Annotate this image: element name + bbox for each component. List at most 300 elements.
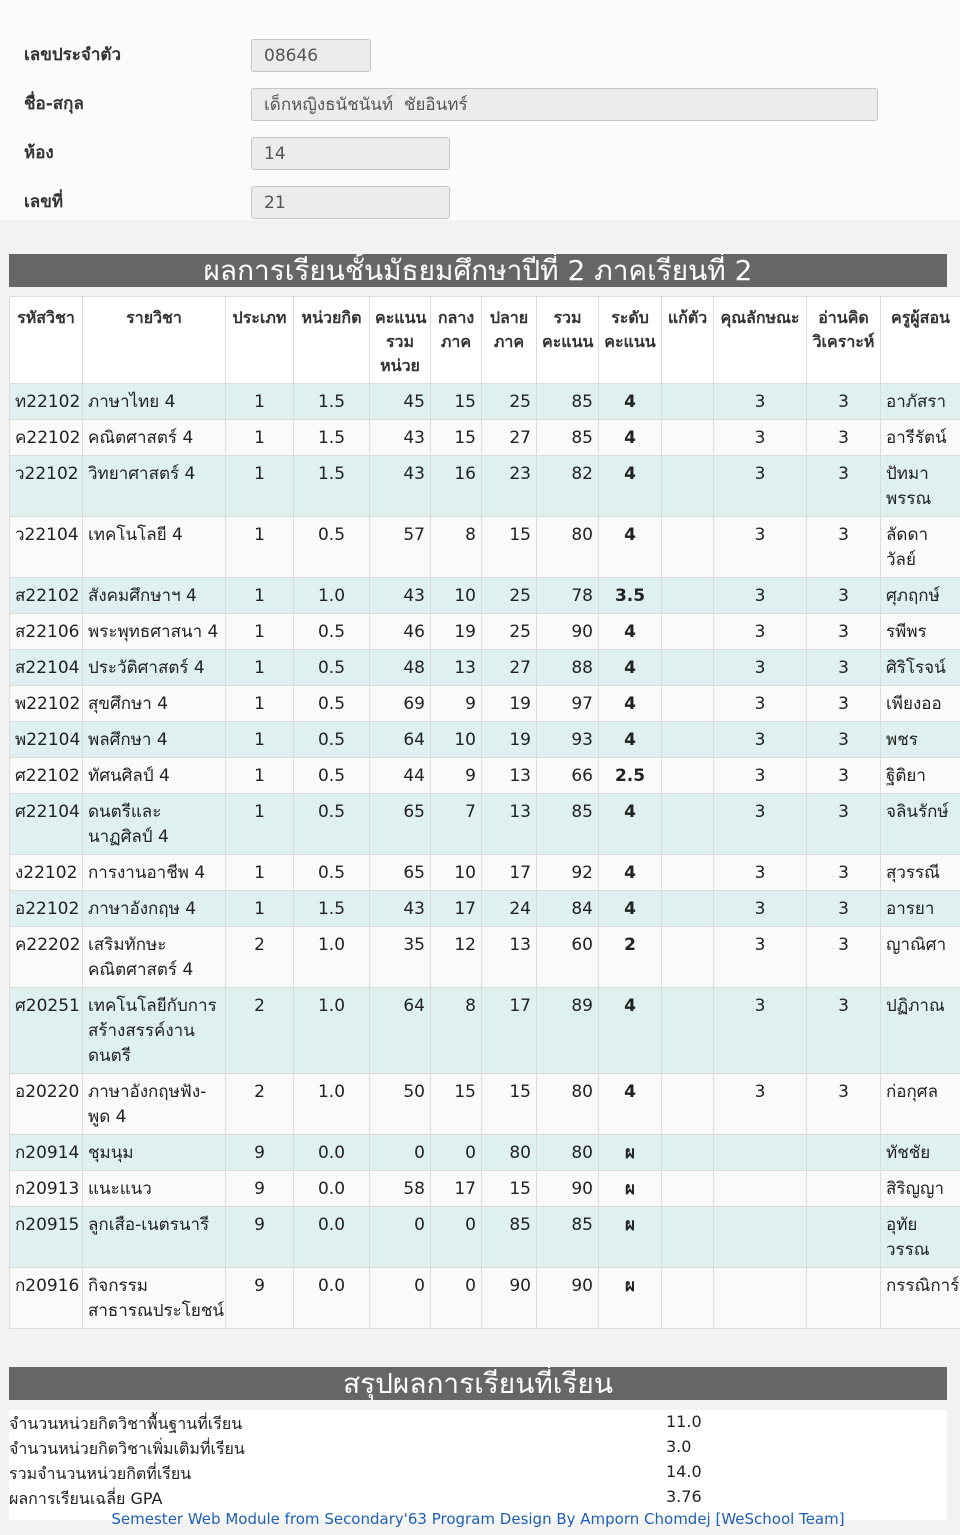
cell-type: 1 [226,794,294,855]
cell-unit-score: 64 [370,988,431,1074]
table-row [10,517,960,578]
cell-grade-level: 4 [599,456,662,517]
table-row [10,578,960,614]
cell-credits: 1.0 [294,1074,370,1135]
cell-type: 1 [226,384,294,420]
cell-final: 15 [482,1074,537,1135]
table-row [10,1135,960,1171]
cell-credits: 0.5 [294,650,370,686]
table-row [10,384,960,420]
grades-table-body [10,384,960,1329]
cell-subject-code: อ22102 [10,891,83,927]
cell-characteristics: 3 [714,988,807,1074]
cell-grade-level: 4 [599,855,662,891]
cell-teacher: ญาณิศา [881,927,960,988]
summary-label: จำนวนหน่วยกิตวิชาเพิ่มเติมที่เรียน [9,1439,245,1458]
cell-remedial [662,794,714,855]
cell-characteristics: 3 [714,456,807,517]
cell-subject-name: แนะแนว [83,1171,226,1207]
cell-midterm: 10 [431,855,482,891]
seat-number-row [0,186,960,226]
cell-final: 15 [482,1171,537,1207]
cell-unit-score: 43 [370,420,431,456]
cell-credits: 0.0 [294,1171,370,1207]
cell-remedial [662,1074,714,1135]
cell-subject-code: ส22106 [10,614,83,650]
cell-midterm: 15 [431,420,482,456]
cell-characteristics [714,1207,807,1268]
cell-unit-score: 65 [370,794,431,855]
cell-grade-level: 4 [599,891,662,927]
cell-subject-code: พ22102 [10,686,83,722]
cell-grade-level: ผ [599,1268,662,1329]
cell-unit-score: 43 [370,456,431,517]
student-name-input[interactable] [251,88,878,121]
cell-subject-name: เทคโนโลยี 4 [83,517,226,578]
cell-type: 1 [226,420,294,456]
cell-remedial [662,1171,714,1207]
table-row [10,794,960,855]
header-unit-score: คะแนนรวมหน่วย [370,297,431,384]
cell-analytical-reading [807,1135,881,1171]
cell-type: 1 [226,578,294,614]
cell-subject-name: พลศึกษา 4 [83,722,226,758]
cell-credits: 1.0 [294,927,370,988]
cell-teacher: ก่อกุศล [881,1074,960,1135]
table-row [10,456,960,517]
table-row [10,758,960,794]
seat-number-input[interactable] [251,186,450,219]
cell-total-score: 78 [537,578,599,614]
summary-value: 3.76 [666,1487,702,1506]
cell-credits: 1.5 [294,384,370,420]
table-row [10,686,960,722]
header-analytical-reading: อ่านคิดวิเคราะห์ [807,297,881,384]
cell-remedial [662,927,714,988]
summary-value: 11.0 [666,1412,702,1431]
cell-analytical-reading: 3 [807,686,881,722]
cell-characteristics [714,1135,807,1171]
cell-final: 19 [482,686,537,722]
cell-subject-code: ศ20251 [10,988,83,1074]
cell-subject-name: วิทยาศาสตร์ 4 [83,456,226,517]
cell-grade-level: 4 [599,1074,662,1135]
cell-analytical-reading: 3 [807,650,881,686]
cell-type: 2 [226,927,294,988]
cell-teacher: อารยา [881,891,960,927]
cell-subject-name: ภาษาอังกฤษ 4 [83,891,226,927]
cell-midterm: 10 [431,578,482,614]
cell-total-score: 85 [537,794,599,855]
cell-teacher: สุวรรณี [881,855,960,891]
cell-teacher: รพีพร [881,614,960,650]
summary-label: รวมจำนวนหน่วยกิตที่เรียน [9,1464,192,1483]
cell-type: 1 [226,517,294,578]
cell-final: 25 [482,384,537,420]
cell-teacher: กรรณิการ์ [881,1268,960,1329]
cell-characteristics: 3 [714,891,807,927]
cell-subject-code: ก20914 [10,1135,83,1171]
cell-subject-name: สุขศึกษา 4 [83,686,226,722]
cell-remedial [662,1268,714,1329]
cell-teacher: ศุภฤกษ์ [881,578,960,614]
cell-analytical-reading: 3 [807,420,881,456]
header-teacher: ครูผู้สอน [881,297,960,384]
cell-final: 27 [482,650,537,686]
cell-teacher: จลินรักษ์ [881,794,960,855]
cell-remedial [662,1207,714,1268]
cell-characteristics: 3 [714,384,807,420]
cell-unit-score: 69 [370,686,431,722]
summary-label: จำนวนหน่วยกิตวิชาพื้นฐานที่เรียน [9,1414,243,1433]
header-subject-code: รหัสวิชา [10,297,83,384]
cell-characteristics: 3 [714,722,807,758]
room-label: ห้อง [24,143,54,163]
cell-midterm: 10 [431,722,482,758]
table-row [10,420,960,456]
table-row [10,722,960,758]
cell-grade-level: 4 [599,650,662,686]
cell-unit-score: 64 [370,722,431,758]
cell-subject-name: สังคมศึกษาฯ 4 [83,578,226,614]
cell-final: 90 [482,1268,537,1329]
cell-midterm: 7 [431,794,482,855]
table-row [10,1207,960,1268]
cell-teacher: อุทัยวรรณ [881,1207,960,1268]
cell-subject-name: ชุมนุม [83,1135,226,1171]
cell-teacher: เพียงออ [881,686,960,722]
cell-unit-score: 45 [370,384,431,420]
summary-label: ผลการเรียนเฉลี่ย GPA [9,1489,163,1508]
cell-unit-score: 0 [370,1207,431,1268]
cell-subject-name: ภาษาไทย 4 [83,384,226,420]
cell-grade-level: 3.5 [599,578,662,614]
cell-grade-level: ผ [599,1207,662,1268]
cell-credits: 1.5 [294,456,370,517]
cell-teacher: ศิริโรจน์ [881,650,960,686]
grades-table [9,296,960,1329]
cell-total-score: 66 [537,758,599,794]
cell-remedial [662,650,714,686]
cell-midterm: 9 [431,686,482,722]
table-row [10,891,960,927]
cell-unit-score: 0 [370,1135,431,1171]
cell-remedial [662,891,714,927]
header-grade-level: ระดับคะแนน [599,297,662,384]
cell-subject-code: ศ22102 [10,758,83,794]
cell-grade-level: 2 [599,927,662,988]
cell-analytical-reading: 3 [807,758,881,794]
cell-subject-code: ง22102 [10,855,83,891]
cell-grade-level: 4 [599,420,662,456]
table-row [10,1074,960,1135]
cell-credits: 1.5 [294,891,370,927]
cell-total-score: 80 [537,517,599,578]
cell-grade-level: 4 [599,686,662,722]
cell-total-score: 89 [537,988,599,1074]
cell-teacher: ลัดดาวัลย์ [881,517,960,578]
grades-header-row [10,297,960,384]
cell-final: 85 [482,1207,537,1268]
cell-midterm: 0 [431,1207,482,1268]
cell-teacher: ปฏิภาณ [881,988,960,1074]
table-row [10,1268,960,1329]
cell-analytical-reading: 3 [807,891,881,927]
cell-unit-score: 43 [370,578,431,614]
cell-midterm: 15 [431,1074,482,1135]
cell-midterm: 19 [431,614,482,650]
cell-subject-name: ประวัติศาสตร์ 4 [83,650,226,686]
cell-subject-name: ลูกเสือ-เนตรนารี [83,1207,226,1268]
header-subject-name: รายวิชา [83,297,226,384]
cell-total-score: 84 [537,891,599,927]
cell-teacher: ทัชชัย [881,1135,960,1171]
grades-title-bar: ผลการเรียนชั้นมัธยมศึกษาปีที่ 2 ภาคเรียนที่ 2 [9,254,947,287]
cell-remedial [662,722,714,758]
cell-remedial [662,988,714,1074]
cell-unit-score: 58 [370,1171,431,1207]
summary-row-total-credits [9,1462,947,1487]
cell-teacher: ปัทมาพรรณ [881,456,960,517]
summary-row-extra-credits [9,1437,947,1462]
cell-subject-name: กิจกรรมสาธารณประโยชน์ [83,1268,226,1329]
cell-final: 17 [482,988,537,1074]
cell-total-score: 90 [537,1171,599,1207]
cell-teacher: อาภัสรา [881,384,960,420]
cell-subject-code: ส22102 [10,578,83,614]
cell-subject-name: คณิตศาสตร์ 4 [83,420,226,456]
cell-analytical-reading: 3 [807,1074,881,1135]
cell-remedial [662,758,714,794]
cell-total-score: 80 [537,1135,599,1171]
cell-characteristics [714,1268,807,1329]
student-name-label: ชื่อ-สกุล [24,94,84,114]
cell-subject-code: ก20916 [10,1268,83,1329]
cell-credits: 1.0 [294,988,370,1074]
cell-analytical-reading: 3 [807,384,881,420]
cell-subject-code: ก20915 [10,1207,83,1268]
student-id-label: เลขประจำตัว [24,45,121,65]
cell-analytical-reading: 3 [807,578,881,614]
cell-total-score: 93 [537,722,599,758]
cell-credits: 0.5 [294,794,370,855]
cell-type: 2 [226,988,294,1074]
cell-remedial [662,456,714,517]
cell-total-score: 92 [537,855,599,891]
cell-final: 23 [482,456,537,517]
cell-type: 1 [226,686,294,722]
cell-remedial [662,686,714,722]
cell-unit-score: 0 [370,1268,431,1329]
cell-remedial [662,855,714,891]
cell-subject-code: ว22104 [10,517,83,578]
summary-title-bar: สรุปผลการเรียนที่เรียน [9,1367,947,1400]
cell-final: 13 [482,758,537,794]
cell-unit-score: 65 [370,855,431,891]
cell-grade-level: ผ [599,1171,662,1207]
cell-credits: 0.5 [294,517,370,578]
cell-grade-level: 4 [599,794,662,855]
cell-midterm: 9 [431,758,482,794]
cell-unit-score: 44 [370,758,431,794]
cell-analytical-reading: 3 [807,855,881,891]
cell-unit-score: 35 [370,927,431,988]
cell-type: 1 [226,456,294,517]
cell-remedial [662,517,714,578]
table-row [10,855,960,891]
header-midterm: กลางภาค [431,297,482,384]
cell-type: 1 [226,650,294,686]
cell-subject-name: เทคโนโลยีกับการสร้างสรรค์งานดนตรี [83,988,226,1074]
room-input[interactable] [251,137,450,170]
table-row [10,614,960,650]
cell-total-score: 90 [537,1268,599,1329]
cell-remedial [662,384,714,420]
cell-analytical-reading: 3 [807,722,881,758]
cell-analytical-reading: 3 [807,794,881,855]
cell-type: 1 [226,891,294,927]
cell-type: 9 [226,1135,294,1171]
cell-unit-score: 57 [370,517,431,578]
cell-midterm: 15 [431,384,482,420]
cell-analytical-reading: 3 [807,517,881,578]
cell-characteristics: 3 [714,758,807,794]
cell-analytical-reading [807,1207,881,1268]
cell-total-score: 85 [537,1207,599,1268]
cell-grade-level: 4 [599,614,662,650]
cell-credits: 1.0 [294,578,370,614]
cell-credits: 0.0 [294,1207,370,1268]
cell-grade-level: 4 [599,384,662,420]
cell-credits: 0.5 [294,758,370,794]
cell-unit-score: 46 [370,614,431,650]
cell-subject-code: ว22102 [10,456,83,517]
cell-total-score: 85 [537,384,599,420]
cell-type: 9 [226,1207,294,1268]
cell-final: 27 [482,420,537,456]
cell-characteristics: 3 [714,650,807,686]
cell-midterm: 17 [431,891,482,927]
cell-midterm: 16 [431,456,482,517]
cell-credits: 0.5 [294,614,370,650]
cell-total-score: 97 [537,686,599,722]
cell-midterm: 8 [431,517,482,578]
student-name-row [0,88,960,128]
cell-characteristics: 3 [714,686,807,722]
cell-total-score: 80 [537,1074,599,1135]
cell-total-score: 85 [537,420,599,456]
cell-analytical-reading: 3 [807,456,881,517]
cell-subject-name: การงานอาชีพ 4 [83,855,226,891]
header-total-score: รวมคะแนน [537,297,599,384]
cell-remedial [662,614,714,650]
cell-total-score: 88 [537,650,599,686]
table-row [10,927,960,988]
cell-subject-code: ค22202 [10,927,83,988]
cell-subject-code: ก20913 [10,1171,83,1207]
cell-midterm: 17 [431,1171,482,1207]
table-row [10,1171,960,1207]
cell-characteristics: 3 [714,1074,807,1135]
cell-teacher: พชร [881,722,960,758]
header-type: ประเภท [226,297,294,384]
table-row [10,988,960,1074]
summary-value: 3.0 [666,1437,692,1456]
cell-type: 9 [226,1268,294,1329]
cell-unit-score: 48 [370,650,431,686]
cell-grade-level: 2.5 [599,758,662,794]
cell-subject-code: อ20220 [10,1074,83,1135]
cell-final: 24 [482,891,537,927]
header-remedial: แก้ตัว [662,297,714,384]
cell-remedial [662,1135,714,1171]
cell-subject-name: ภาษาอังกฤษฟัง-พูด 4 [83,1074,226,1135]
cell-final: 19 [482,722,537,758]
cell-final: 25 [482,578,537,614]
cell-final: 13 [482,927,537,988]
summary-value: 14.0 [666,1462,702,1481]
cell-type: 1 [226,855,294,891]
cell-teacher: อารีรัตน์ [881,420,960,456]
cell-subject-code: พ22104 [10,722,83,758]
cell-final: 25 [482,614,537,650]
cell-remedial [662,578,714,614]
cell-subject-name: ทัศนศิลป์ 4 [83,758,226,794]
cell-characteristics: 3 [714,517,807,578]
cell-grade-level: 4 [599,988,662,1074]
cell-subject-code: ส22104 [10,650,83,686]
header-characteristics: คุณลักษณะ [714,297,807,384]
cell-teacher: สิริญญา [881,1171,960,1207]
cell-subject-name: พระพุทธศาสนา 4 [83,614,226,650]
cell-analytical-reading [807,1268,881,1329]
cell-characteristics: 3 [714,614,807,650]
header-final: ปลายภาค [482,297,537,384]
summary-row-basic-credits [9,1412,947,1437]
cell-credits: 0.0 [294,1135,370,1171]
cell-final: 17 [482,855,537,891]
cell-subject-name: ดนตรีและนาฏศิลป์ 4 [83,794,226,855]
cell-analytical-reading [807,1171,881,1207]
cell-characteristics [714,1171,807,1207]
header-credits: หน่วยกิต [294,297,370,384]
cell-midterm: 13 [431,650,482,686]
cell-characteristics: 3 [714,794,807,855]
cell-final: 15 [482,517,537,578]
footer-credit: Semester Web Module from Secondary'63 Program Design By Amporn Chomdej [WeSchool Team] [111,1510,845,1528]
cell-analytical-reading: 3 [807,927,881,988]
student-info-panel [0,0,960,220]
cell-final: 80 [482,1135,537,1171]
cell-type: 9 [226,1171,294,1207]
cell-total-score: 82 [537,456,599,517]
cell-characteristics: 3 [714,578,807,614]
seat-number-label: เลขที่ [24,192,64,212]
cell-type: 2 [226,1074,294,1135]
cell-teacher: ฐิติยา [881,758,960,794]
cell-analytical-reading: 3 [807,614,881,650]
cell-type: 1 [226,722,294,758]
cell-midterm: 12 [431,927,482,988]
cell-total-score: 90 [537,614,599,650]
cell-grade-level: ผ [599,1135,662,1171]
student-id-input[interactable] [251,39,371,72]
cell-credits: 0.5 [294,855,370,891]
cell-midterm: 0 [431,1135,482,1171]
cell-grade-level: 4 [599,517,662,578]
room-row [0,137,960,177]
cell-type: 1 [226,758,294,794]
